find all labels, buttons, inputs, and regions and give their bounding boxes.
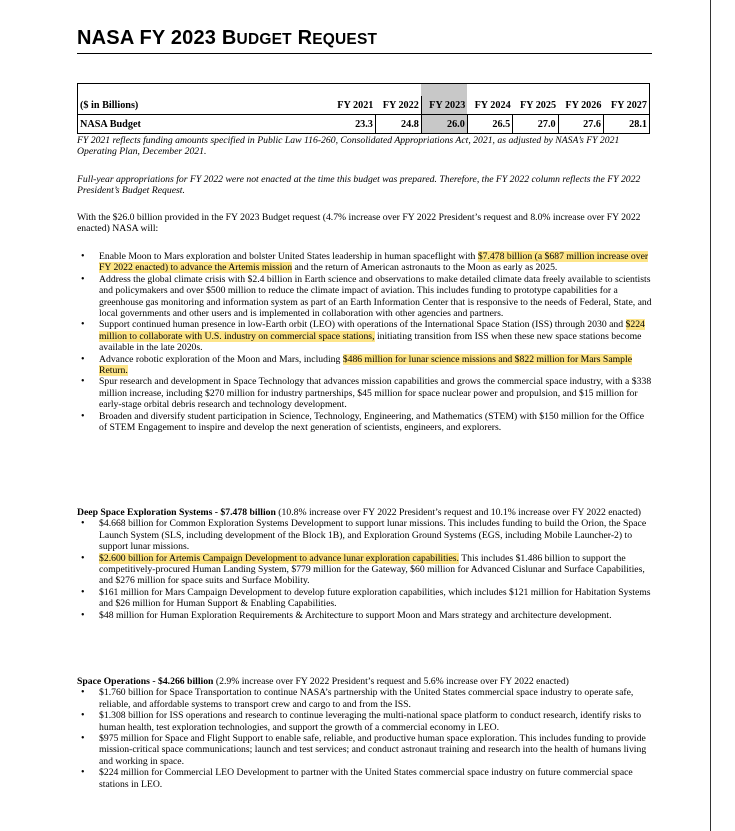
list-item: • Advance robotic exploration of the Moon and Mars, including $486 million for lunar science missions and $822 million for Mars Sample Return. xyxy=(81,353,632,377)
year-header: FY 2025 xyxy=(513,96,558,115)
highlighted-text: $7.478 billion (a $687 million increase over FY 2022 enacted) to advance the Artemis mission xyxy=(99,251,649,274)
list-item: • Enable Moon to Mars exploration and bolster United States leadership in human spaceflight with $7.478 billion (a $687 million increase over FY 2022 enacted) to advance the Artemis mission and the return of American astronauts to the Moon as early as 2025. xyxy=(81,251,649,274)
list-item: • $4.668 billion for Common Exploration Systems Development to support lunar missions. This includes funding to build the Orion, the Space Launch System (SLS, including development of the Block 1B), and Exploration Ground Systems (EGS, including Mobile Launcher-2) to support lunar missions. xyxy=(81,518,647,553)
budget-value: 27.6 xyxy=(558,115,603,134)
highlighted-text: $486 million for lunar science missions and $822 million for Mars Sample Return. xyxy=(99,353,632,377)
year-header: FY 2026 xyxy=(558,96,603,115)
section-deep-space xyxy=(77,507,652,621)
budget-table xyxy=(77,83,650,134)
list-item: • $1.760 billion for Space Transportation to continue NASA’s partnership with the United States commercial space industry to operate safe, reliable, and affordable systems to transport crew and cargo to and from the ISS. xyxy=(81,687,634,710)
budget-value: 28.1 xyxy=(629,118,647,130)
list-item: • $975 million for Space and Flight Support to enable safe, reliable, and productive human space exploration. This includes funding to provide mission-critical space communications; launch and test services; and conduct astronaut training and research into the health of humans living and working in space. xyxy=(81,733,647,767)
year-header: FY 2021 xyxy=(330,96,375,115)
list-item: • $224 million for Commercial LEO Development to partner with the United States commercial space industry on future commercial space stations in LEO. xyxy=(81,767,633,790)
list-item: • $1.308 billion for ISS operations and research to continue leveraging the multi-national space platform to conduct research, identify risks to human health, test exploration technologies, and support the growth of a commercial economy in LEO. xyxy=(81,710,642,733)
page-title: NASA FY 2023 BUDGET REQUEST xyxy=(77,27,652,54)
section-heading: Deep Space Exploration Systems - $7.478 billion (10.8% increase over FY 2022 President’s request and 10.1% increase over FY 2022 enacted) xyxy=(77,507,642,518)
highlighted-text: $2.600 billion for Artemis Campaign Development to advance lunar exploration capabilities. xyxy=(99,552,459,564)
table-label-header: ($ in Billions) xyxy=(78,96,331,115)
list-item: • Address the global climate crisis with $2.4 billion in Earth science and observations to make detailed climate data freely available to scientists and policymakers and over $500 million to reduce the climate impact of aviation. This includes funding to prototype capabilities for a greenhouse gas monitoring and information system as part of an Earth Information Center that is responsive to the needs of Federal, State, and local governments and other users and is implemented in collaboration with other agencies and partners. xyxy=(81,273,652,320)
footnote-fy2021: FY 2021 reflects funding amounts specified in Public Law 116-260, Consolidated Appropriations Act, 2021, as adjusted by NASA’s FY 2021 Operating Plan, December 2021. xyxy=(77,135,620,158)
year-header-highlighted: FY 2023 xyxy=(421,96,467,115)
list-item: • $2.600 billion for Artemis Campaign Development to advance lunar exploration capabilities. This includes $1.486 billion to support the competitively-procured Human Landing System, $779 million for the Gateway, $60 million for Advanced Cislunar and Surface Capabilities, and $276 million for space suits and Surface Mobility. xyxy=(81,552,645,587)
year-header: FY 2022 xyxy=(375,96,421,115)
intro-paragraph: With the $26.0 billion provided in the FY 2023 Budget request (4.7% increase over FY 2022 President’s request and 8.0% increase over FY 2022 enacted) NASA will: xyxy=(77,212,641,235)
section-heading: Space Operations - $4.266 billion (2.9% increase over FY 2022 President’s request and 5.6% increase over FY 2022 enacted) xyxy=(77,676,569,687)
budget-value-highlighted: 26.0 xyxy=(421,115,467,134)
row-label: NASA Budget xyxy=(80,118,141,130)
budget-value: 27.0 xyxy=(513,115,558,134)
section-space-operations xyxy=(77,676,652,790)
footnote-fy2022: Full-year appropriations for FY 2022 were not enacted at the time this budget was prepared. Therefore, the FY 2022 column reflects the FY 2022 President’s Budget Request. xyxy=(77,174,641,197)
budget-value: 26.5 xyxy=(467,115,512,134)
budget-value: 23.3 xyxy=(330,115,375,134)
budget-table-header-row xyxy=(78,96,650,115)
list-item: • Spur research and development in Space Technology that advances mission capabilities and grows the commercial space industry, with a $338 million increase, including $270 million for industry partnerships, $45 million for space nuclear power and propulsion, and $15 million for early-stage orbital debris research and technology development. xyxy=(81,376,652,411)
list-item: • Broaden and diversify student participation in Science, Technology, Engineering, and Mathematics (STEM) with $150 million for the Office of STEM Engagement to inspire and develop the next generation of scientists, engineers, and explorers. xyxy=(81,410,645,434)
year-header: FY 2027 xyxy=(603,96,649,115)
year-header: FY 2024 xyxy=(467,96,512,115)
page-edge-line xyxy=(710,0,711,831)
budget-value: 24.8 xyxy=(375,115,421,134)
intro-bullet-list xyxy=(77,251,652,434)
list-item: • $161 million for Mars Campaign Development to develop future exploration capabilities, which includes $121 million for Habitation Systems and $26 million for Human Support & Enabling Capabilities. xyxy=(81,586,651,610)
highlighted-text: $224 million to collaborate with U.S. industry on commercial space stations, xyxy=(99,319,645,342)
list-item: • $48 million for Human Exploration Requirements & Architecture to support Moon and Mars strategy and architecture development. xyxy=(81,609,612,621)
budget-table-row xyxy=(78,115,650,134)
list-item: • Support continued human presence in low-Earth orbit (LEO) with operations of the International Space Station (ISS) through 2030 and $224 million to collaborate with U.S. industry on commercial space stations, initiating transition from ISS when these new space stations become available in the late 2020s. xyxy=(81,319,645,354)
